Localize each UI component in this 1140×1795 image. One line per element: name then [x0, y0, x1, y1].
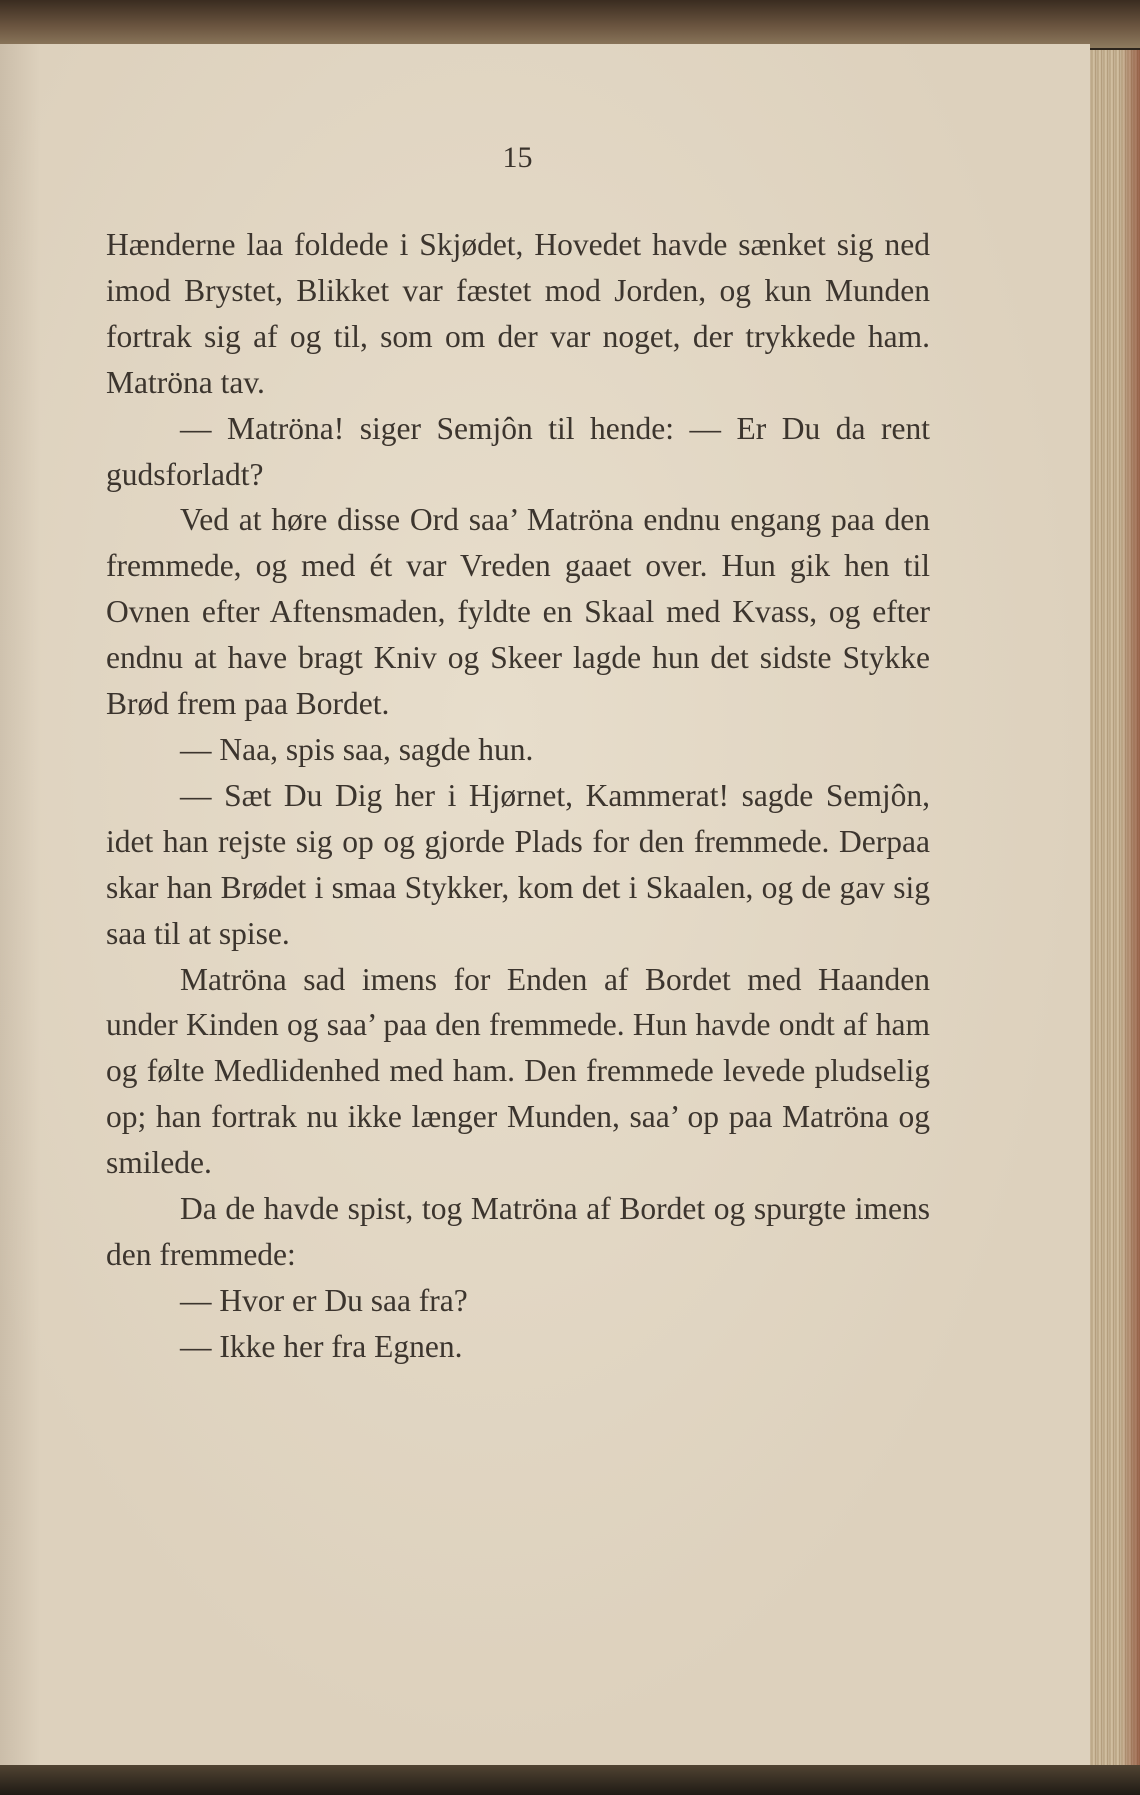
book-bottom-edge: [0, 1765, 1140, 1795]
book-fore-edge-shade: [1120, 50, 1140, 1765]
paragraph: — Hvor er Du saa fra?: [180, 1282, 468, 1318]
book-top-edge: [0, 0, 1140, 48]
paragraph: Ved at høre disse Ord saa’ Matröna endnu engang paa den fremmede, og med ét var Vreden gaaet over. Hun gik hen til Ovnen efter Aftensmaden, fyldte en Skaal med Kvass, og efter endnu at have bragt Kniv og Skeer lagde hun det sidste Stykke Brød frem paa Bordet.: [106, 502, 930, 722]
paragraph: — Sæt Du Dig her i Hjørnet, Kammerat! sagde Semjôn, idet han rejste sig op og gjorde Plads for den fremmede. Derpaa skar han Brødet i smaa Stykker, kom det i Skaalen, og de gav sig saa til at spise.: [106, 777, 930, 951]
page-text: [106, 222, 930, 1370]
paragraph: — Matröna! siger Semjôn til hende: — Er Du da rent gudsforladt?: [106, 410, 930, 492]
paragraph: — Naa, spis saa, sagde hun.: [180, 731, 534, 767]
paragraph: Hænderne laa foldede i Skjødet, Hovedet havde sænket sig ned imod Brystet, Blikket var fæstet mod Jorden, og kun Munden fortrak sig af og til, som om der var noget, der trykkede ham. Matröna tav.: [106, 227, 930, 400]
page-number: 15: [502, 141, 533, 174]
paragraph: Da de havde spist, tog Matröna af Bordet og spurgte imens den fremmede:: [106, 1191, 930, 1272]
paragraph: Matröna sad imens for Enden af Bordet med Haanden under Kinden og saa’ paa den fremmede. Hun havde ondt af ham og følte Medlidenhed med ham. Den fremmede levede pludselig op; han fortrak nu ikke længer Munden, saa’ op paa Matröna og smilede.: [106, 961, 930, 1181]
paragraph: — Ikke her fra Egnen.: [180, 1328, 463, 1364]
